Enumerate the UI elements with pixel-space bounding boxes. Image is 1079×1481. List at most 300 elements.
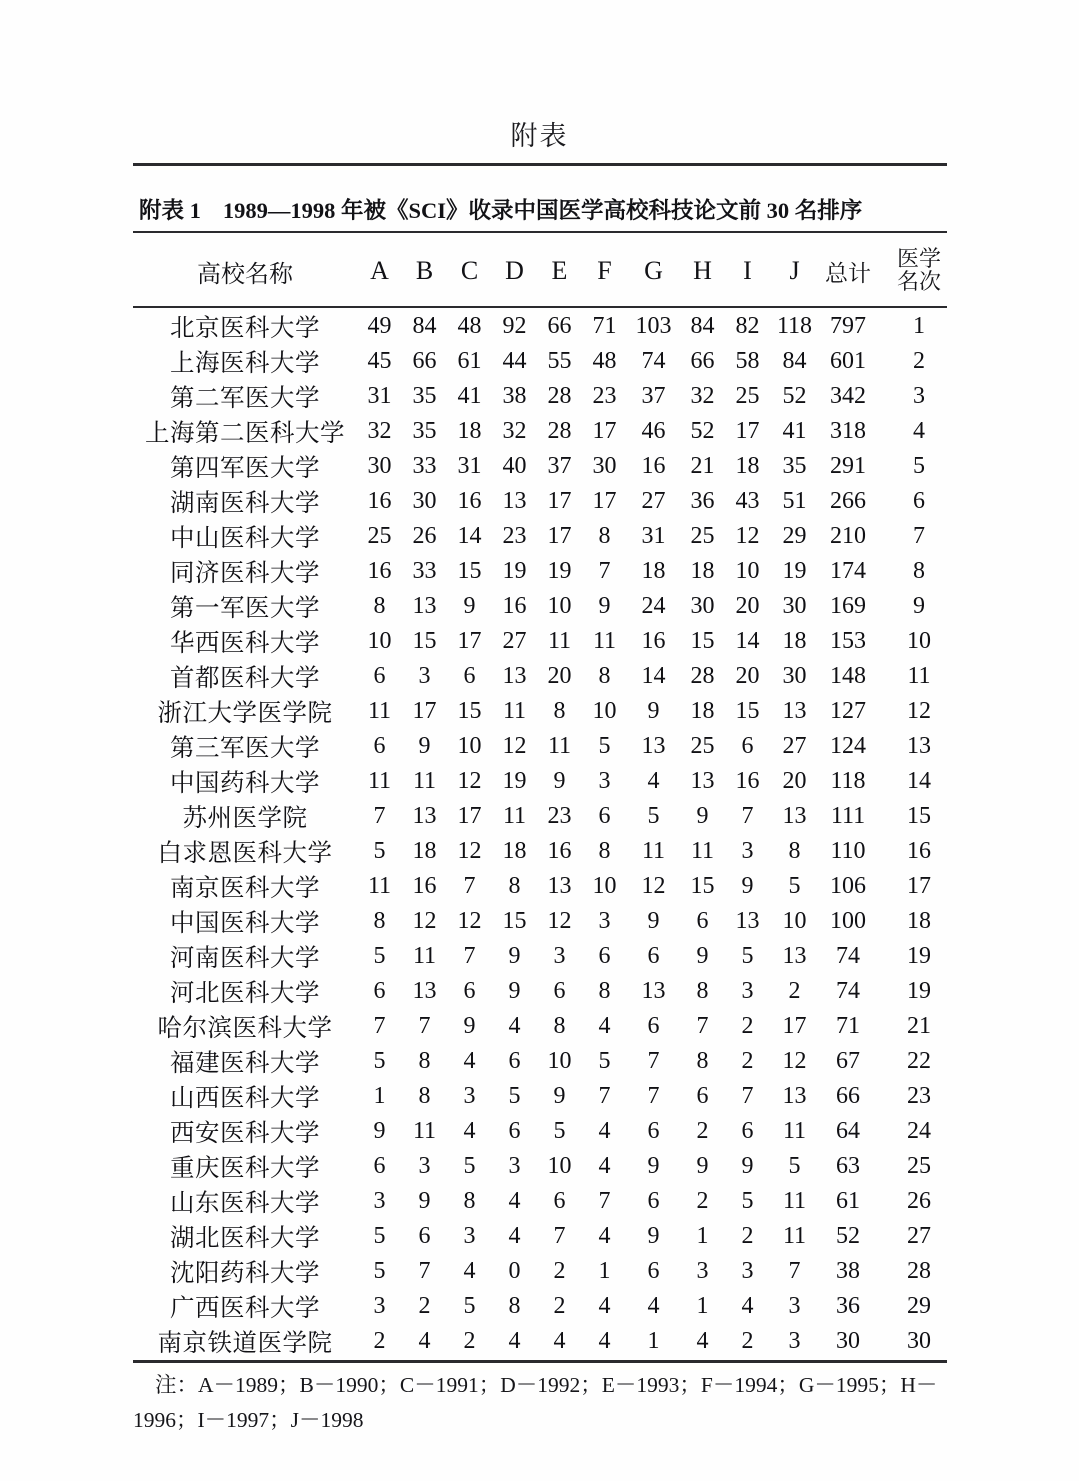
cell-year-d: 9: [508, 978, 521, 1004]
cell-year-e: 10: [547, 1048, 572, 1074]
column-header-name: 高校名称: [197, 261, 293, 288]
cell-total: 106: [830, 873, 866, 899]
cell-year-e: 19: [547, 558, 572, 584]
cell-year-h: 6: [696, 1083, 709, 1109]
cell-year-c: 12: [457, 838, 482, 864]
cell-year-c: 8: [463, 1188, 476, 1214]
cell-year-g: 9: [647, 698, 660, 724]
table-row: [133, 449, 961, 484]
cell-year-d: 4: [508, 1013, 521, 1039]
table-row: [133, 379, 961, 414]
cell-year-h: 18: [690, 698, 715, 724]
cell-year-e: 6: [553, 978, 566, 1004]
cell-year-c: 2: [463, 1328, 476, 1354]
cell-rank: 7: [913, 523, 925, 549]
cell-year-j: 5: [788, 873, 801, 899]
cell-year-i: 82: [735, 313, 760, 339]
cell-year-i: 43: [735, 488, 760, 514]
cell-year-c: 7: [463, 943, 476, 969]
cell-year-j: 19: [782, 558, 807, 584]
cell-year-i: 12: [735, 523, 760, 549]
cell-year-d: 3: [508, 1153, 521, 1179]
column-header-a: A: [370, 256, 389, 285]
cell-year-c: 41: [457, 383, 482, 409]
cell-year-j: 7: [788, 1258, 801, 1284]
cell-year-j: 18: [782, 628, 807, 654]
cell-year-b: 33: [412, 558, 437, 584]
cell-year-b: 15: [412, 628, 437, 654]
cell-year-g: 103: [635, 313, 672, 339]
cell-year-j: 118: [776, 313, 813, 339]
cell-total: 74: [836, 943, 860, 969]
cell-year-g: 6: [647, 1013, 660, 1039]
cell-year-h: 6: [696, 908, 709, 934]
cell-year-f: 4: [598, 1013, 611, 1039]
cell-year-d: 19: [502, 768, 527, 794]
cell-year-d: 11: [502, 698, 527, 724]
column-header-total: 总计: [825, 260, 871, 286]
table-row: [133, 764, 961, 799]
cell-university-name: 上海第二医科大学: [145, 420, 345, 447]
cell-year-d: 19: [502, 558, 527, 584]
cell-year-i: 6: [741, 733, 754, 759]
cell-university-name: 第四军医大学: [170, 455, 320, 482]
cell-year-c: 4: [463, 1258, 476, 1284]
cell-year-f: 4: [598, 1328, 611, 1354]
footnote-line-2: 1996；I－1997；J－1998: [133, 1407, 364, 1432]
cell-year-j: 52: [782, 383, 807, 409]
cell-year-h: 4: [696, 1328, 709, 1354]
cell-rank: 3: [913, 383, 925, 409]
cell-year-h: 21: [690, 453, 715, 479]
cell-year-a: 11: [367, 873, 392, 899]
cell-year-f: 1: [598, 1258, 611, 1284]
cell-rank: 10: [907, 628, 931, 654]
cell-year-i: 6: [741, 1118, 754, 1144]
cell-year-h: 15: [690, 628, 715, 654]
cell-year-a: 49: [367, 313, 392, 339]
cell-year-a: 32: [367, 418, 392, 444]
cell-year-a: 31: [367, 383, 392, 409]
cell-total: 266: [830, 488, 866, 514]
cell-year-c: 5: [463, 1153, 476, 1179]
cell-year-c: 7: [463, 873, 476, 899]
cell-year-e: 6: [553, 1188, 566, 1214]
cell-year-h: 32: [690, 383, 715, 409]
cell-year-g: 37: [641, 383, 666, 409]
cell-year-i: 58: [735, 348, 760, 374]
cell-rank: 2: [913, 348, 925, 374]
cell-year-j: 3: [788, 1293, 801, 1319]
table-row: [133, 1114, 961, 1149]
cell-total: 110: [830, 838, 866, 864]
cell-rank: 16: [907, 838, 931, 864]
cell-year-d: 92: [502, 313, 527, 339]
cell-year-d: 13: [502, 663, 527, 689]
cell-year-a: 6: [373, 978, 386, 1004]
cell-year-i: 9: [741, 1153, 754, 1179]
cell-year-a: 1: [373, 1083, 386, 1109]
table-footnote: [133, 1368, 953, 1438]
cell-year-b: 26: [412, 523, 437, 549]
table-row: [133, 484, 961, 519]
cell-year-a: 5: [373, 1048, 386, 1074]
table-row: [133, 1184, 961, 1219]
cell-rank: 27: [907, 1223, 931, 1249]
cell-total: 38: [836, 1258, 860, 1284]
cell-year-b: 2: [418, 1293, 431, 1319]
cell-year-a: 16: [367, 558, 392, 584]
cell-year-e: 8: [553, 1013, 566, 1039]
column-header-e: E: [551, 256, 568, 285]
cell-university-name: 广西医科大学: [170, 1295, 320, 1322]
table-row: [133, 589, 961, 624]
cell-year-c: 6: [463, 978, 476, 1004]
cell-year-e: 2: [553, 1293, 566, 1319]
cell-year-a: 5: [373, 838, 386, 864]
cell-year-f: 23: [592, 383, 617, 409]
cell-year-e: 11: [547, 628, 572, 654]
cell-year-g: 9: [647, 1223, 660, 1249]
data-table-wrapper: [133, 233, 947, 1359]
cell-total: 291: [830, 453, 866, 479]
cell-year-e: 4: [553, 1328, 566, 1354]
cell-year-c: 12: [457, 908, 482, 934]
cell-year-h: 2: [696, 1188, 709, 1214]
cell-year-b: 30: [412, 488, 437, 514]
table-row: [133, 1079, 961, 1114]
cell-university-name: 湖北医科大学: [170, 1225, 320, 1252]
table-row: [133, 1254, 961, 1289]
table-row: [133, 344, 961, 379]
cell-total: 30: [836, 1328, 860, 1354]
cell-year-b: 8: [418, 1048, 431, 1074]
cell-university-name: 河南医科大学: [170, 945, 320, 972]
cell-year-h: 9: [696, 1153, 709, 1179]
cell-year-d: 15: [502, 908, 527, 934]
cell-total: 52: [836, 1223, 860, 1249]
rule-top-divider: [133, 163, 947, 166]
cell-year-e: 66: [547, 313, 572, 339]
running-head: 附表: [510, 121, 569, 151]
cell-rank: 8: [913, 558, 925, 584]
cell-year-h: 15: [690, 873, 715, 899]
cell-rank: 22: [907, 1048, 931, 1074]
cell-year-g: 11: [641, 838, 666, 864]
footnote-line-1: 注：A－1989；B－1990；C－1991；D－1992；E－1993；F－1994；G－1995；H－: [155, 1373, 938, 1397]
cell-year-d: 6: [508, 1118, 521, 1144]
cell-year-i: 14: [735, 628, 760, 654]
cell-year-e: 3: [553, 943, 566, 969]
cell-year-c: 31: [457, 453, 482, 479]
cell-university-name: 上海医科大学: [170, 350, 320, 377]
column-header-j: J: [789, 256, 800, 285]
table-row: [133, 1044, 961, 1079]
cell-university-name: 西安医科大学: [170, 1120, 320, 1147]
cell-year-e: 9: [553, 768, 566, 794]
table-caption-text: 1989—1998 年被《SCI》收录中国医学高校科技论文前 30 名排序: [222, 198, 863, 223]
cell-year-g: 16: [641, 628, 666, 654]
table-row: [133, 799, 961, 834]
cell-year-e: 28: [547, 383, 572, 409]
cell-year-a: 45: [367, 348, 392, 374]
table-row: [133, 1289, 961, 1324]
cell-year-f: 30: [592, 453, 617, 479]
cell-rank: 21: [907, 1013, 931, 1039]
cell-university-name: 哈尔滨医科大学: [157, 1015, 333, 1042]
cell-year-c: 3: [463, 1223, 476, 1249]
cell-year-g: 13: [641, 733, 666, 759]
cell-year-c: 48: [457, 313, 482, 339]
cell-year-h: 8: [696, 978, 709, 1004]
cell-university-name: 中山医科大学: [170, 525, 320, 552]
cell-total: 210: [830, 523, 866, 549]
column-header-i: I: [743, 256, 752, 285]
cell-year-j: 12: [782, 1048, 807, 1074]
cell-year-h: 18: [690, 558, 715, 584]
cell-year-b: 13: [412, 593, 437, 619]
cell-rank: 12: [907, 698, 931, 724]
cell-university-name: 中国医科大学: [170, 910, 320, 937]
cell-total: 63: [836, 1153, 860, 1179]
cell-year-j: 11: [782, 1118, 807, 1144]
cell-rank: 18: [907, 908, 931, 934]
table-header: [133, 233, 961, 309]
cell-year-f: 10: [592, 698, 617, 724]
table-row: [133, 694, 961, 729]
column-header-rank: [877, 233, 961, 309]
cell-year-c: 10: [457, 733, 482, 759]
cell-year-e: 8: [553, 698, 566, 724]
cell-year-c: 3: [463, 1083, 476, 1109]
table-row: [133, 869, 961, 904]
cell-year-i: 17: [735, 418, 760, 444]
cell-university-name: 第一军医大学: [170, 595, 320, 622]
cell-year-e: 55: [547, 348, 572, 374]
cell-rank: 13: [907, 733, 931, 759]
cell-year-b: 13: [412, 978, 437, 1004]
cell-total: 64: [836, 1118, 860, 1144]
cell-year-e: 16: [547, 838, 572, 864]
cell-year-e: 11: [547, 733, 572, 759]
cell-year-a: 11: [367, 698, 392, 724]
table-row: [133, 1009, 961, 1044]
cell-total: 124: [830, 733, 866, 759]
cell-year-a: 7: [373, 1013, 386, 1039]
table-row: [133, 519, 961, 554]
cell-year-h: 52: [690, 418, 715, 444]
cell-year-a: 3: [373, 1188, 386, 1214]
cell-year-i: 4: [741, 1293, 754, 1319]
cell-rank: 5: [913, 453, 925, 479]
cell-year-j: 5: [788, 1153, 801, 1179]
cell-year-e: 13: [547, 873, 572, 899]
cell-year-j: 13: [782, 1083, 807, 1109]
cell-year-b: 17: [412, 698, 437, 724]
cell-year-d: 9: [508, 943, 521, 969]
cell-university-name: 沈阳药科大学: [170, 1260, 320, 1287]
cell-rank: 25: [907, 1153, 931, 1179]
cell-year-b: 8: [418, 1083, 431, 1109]
table-row: [133, 1219, 961, 1254]
cell-year-a: 5: [373, 943, 386, 969]
cell-year-j: 27: [782, 733, 807, 759]
cell-year-e: 9: [553, 1083, 566, 1109]
cell-year-i: 2: [741, 1223, 754, 1249]
cell-year-b: 7: [418, 1013, 431, 1039]
cell-year-g: 4: [647, 1293, 660, 1319]
cell-rank: 28: [907, 1258, 931, 1284]
cell-year-i: 16: [735, 768, 760, 794]
cell-year-a: 8: [373, 593, 386, 619]
cell-year-b: 84: [412, 313, 437, 339]
cell-year-g: 18: [641, 558, 666, 584]
cell-year-f: 3: [598, 768, 611, 794]
cell-year-i: 3: [741, 1258, 754, 1284]
cell-total: 601: [830, 348, 866, 374]
sci-ranking-table: [133, 233, 961, 1359]
column-header-c: C: [460, 256, 479, 285]
cell-year-g: 6: [647, 1188, 660, 1214]
cell-rank: 23: [907, 1083, 931, 1109]
cell-year-b: 4: [418, 1328, 431, 1354]
cell-rank: 6: [913, 488, 925, 514]
cell-year-f: 9: [598, 593, 611, 619]
cell-year-f: 11: [592, 628, 617, 654]
cell-year-b: 6: [418, 1223, 431, 1249]
cell-year-f: 71: [592, 313, 617, 339]
cell-year-b: 33: [412, 453, 437, 479]
cell-year-f: 17: [592, 488, 617, 514]
cell-year-d: 44: [502, 348, 527, 374]
cell-year-h: 9: [696, 943, 709, 969]
cell-year-j: 84: [782, 348, 807, 374]
cell-year-j: 17: [782, 1013, 807, 1039]
cell-year-j: 29: [782, 523, 807, 549]
cell-year-a: 3: [373, 1293, 386, 1319]
cell-year-a: 11: [367, 768, 392, 794]
cell-year-j: 20: [782, 768, 807, 794]
cell-university-name: 中国药科大学: [170, 770, 320, 797]
cell-total: 71: [836, 1013, 860, 1039]
table-row: [133, 1149, 961, 1184]
table-row: [133, 939, 961, 974]
cell-university-name: 河北医科大学: [170, 980, 320, 1007]
cell-year-f: 5: [598, 1048, 611, 1074]
cell-year-f: 8: [598, 838, 611, 864]
cell-total: 74: [836, 978, 860, 1004]
cell-year-j: 13: [782, 943, 807, 969]
cell-year-a: 6: [373, 733, 386, 759]
cell-year-c: 4: [463, 1048, 476, 1074]
cell-total: 118: [830, 768, 866, 794]
cell-year-b: 11: [412, 768, 437, 794]
cell-rank: 26: [907, 1188, 931, 1214]
cell-total: 111: [830, 803, 866, 829]
cell-year-h: 36: [690, 488, 715, 514]
cell-year-a: 5: [373, 1223, 386, 1249]
cell-year-d: 4: [508, 1188, 521, 1214]
cell-year-b: 18: [412, 838, 437, 864]
cell-year-i: 2: [741, 1328, 754, 1354]
cell-year-b: 9: [418, 733, 431, 759]
cell-year-h: 30: [690, 593, 715, 619]
cell-year-d: 0: [508, 1258, 521, 1284]
cell-year-c: 18: [457, 418, 482, 444]
table-row: [133, 414, 961, 449]
cell-rank: 30: [907, 1328, 931, 1354]
table-row: [133, 1324, 961, 1359]
table-row: [133, 309, 961, 344]
cell-university-name: 山西医科大学: [170, 1085, 320, 1112]
cell-year-f: 4: [598, 1223, 611, 1249]
cell-year-j: 41: [782, 418, 807, 444]
cell-year-j: 11: [782, 1188, 807, 1214]
cell-year-f: 7: [598, 1083, 611, 1109]
cell-rank: 9: [913, 593, 925, 619]
cell-rank: 24: [907, 1118, 931, 1144]
cell-year-f: 48: [592, 348, 617, 374]
cell-year-b: 35: [412, 418, 437, 444]
cell-year-d: 4: [508, 1223, 521, 1249]
cell-total: 61: [836, 1188, 860, 1214]
cell-year-j: 30: [782, 593, 807, 619]
cell-year-e: 28: [547, 418, 572, 444]
cell-university-name: 第三军医大学: [170, 735, 320, 762]
cell-year-d: 32: [502, 418, 527, 444]
cell-total: 797: [830, 313, 866, 339]
table-row: [133, 974, 961, 1009]
cell-year-i: 5: [741, 943, 754, 969]
cell-year-a: 30: [367, 453, 392, 479]
cell-year-f: 8: [598, 978, 611, 1004]
cell-year-d: 13: [502, 488, 527, 514]
cell-year-a: 7: [373, 803, 386, 829]
cell-total: 127: [830, 698, 866, 724]
cell-rank: 19: [907, 978, 931, 1004]
cell-year-f: 5: [598, 733, 611, 759]
cell-year-c: 14: [457, 523, 482, 549]
cell-year-d: 23: [502, 523, 527, 549]
cell-year-b: 11: [412, 943, 437, 969]
cell-total: 169: [830, 593, 866, 619]
cell-year-h: 8: [696, 1048, 709, 1074]
cell-year-f: 8: [598, 663, 611, 689]
cell-rank: 15: [907, 803, 931, 829]
table-body: [133, 309, 961, 1359]
cell-year-g: 31: [641, 523, 666, 549]
cell-year-b: 9: [418, 1188, 431, 1214]
cell-year-h: 11: [690, 838, 715, 864]
cell-year-g: 14: [641, 663, 666, 689]
cell-year-g: 6: [647, 943, 660, 969]
cell-university-name: 第二军医大学: [170, 385, 320, 412]
cell-year-i: 9: [741, 873, 754, 899]
table-row: [133, 834, 961, 869]
cell-year-h: 7: [696, 1013, 709, 1039]
cell-rank: 11: [907, 663, 931, 689]
cell-year-b: 3: [418, 663, 431, 689]
cell-year-g: 24: [641, 593, 666, 619]
cell-year-g: 7: [647, 1048, 660, 1074]
cell-year-b: 7: [418, 1258, 431, 1284]
cell-year-b: 16: [412, 873, 437, 899]
cell-year-h: 25: [690, 523, 715, 549]
cell-total: 148: [830, 663, 866, 689]
cell-year-i: 2: [741, 1048, 754, 1074]
cell-year-f: 7: [598, 558, 611, 584]
cell-year-d: 27: [502, 628, 527, 654]
